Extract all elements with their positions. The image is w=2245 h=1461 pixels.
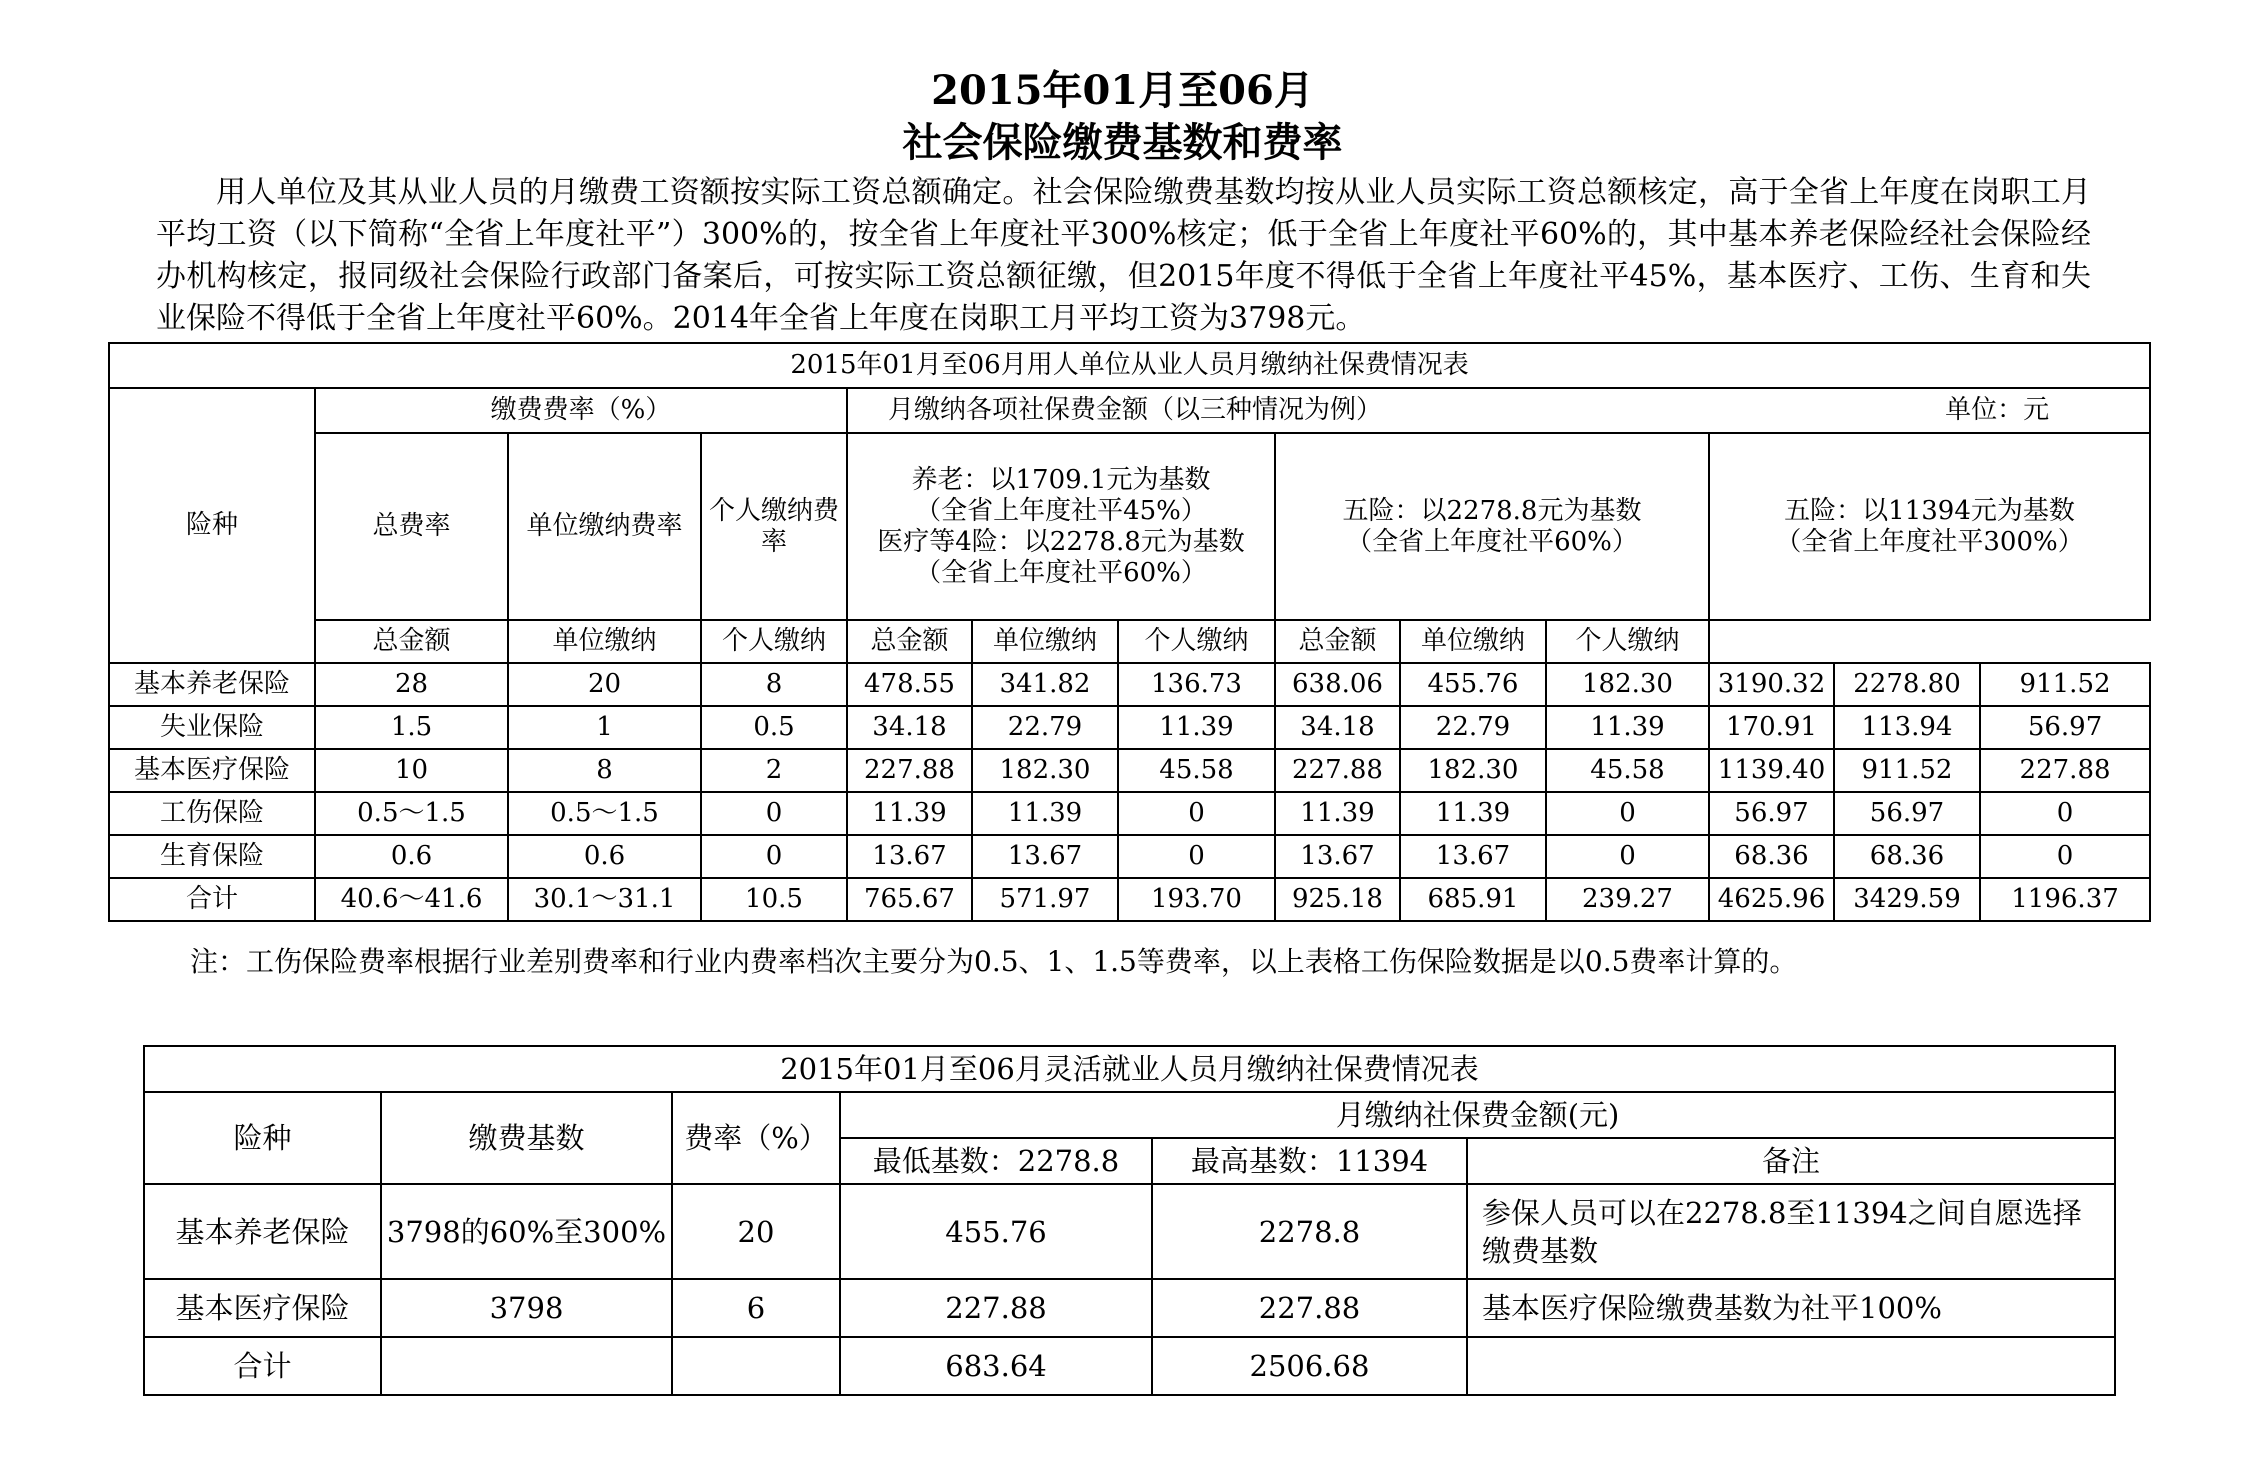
s2-personal: 0 — [1546, 835, 1709, 878]
s1-unit: 571.97 — [972, 878, 1118, 921]
sub-header-total: 总金额 — [847, 620, 972, 663]
scenario-1-line-2: （全省上年度社平45%） — [915, 495, 1207, 526]
table2-header-min-base: 最低基数：2278.8 — [840, 1138, 1152, 1184]
total-rate: 10 — [315, 749, 508, 792]
s3-personal: 56.97 — [1980, 706, 2150, 749]
flexible-employment-table — [143, 1045, 2116, 1396]
sub-header-unit: 单位缴纳 — [508, 620, 701, 663]
personal-rate: 0 — [701, 835, 847, 878]
s3-unit: 3429.59 — [1834, 878, 1980, 921]
scenario-1-header — [847, 433, 1275, 620]
s1-personal: 11.39 — [1118, 706, 1275, 749]
total-rate: 0.6 — [315, 835, 508, 878]
table-row — [144, 1279, 2115, 1337]
sub-header-personal: 个人缴纳 — [701, 620, 847, 663]
table-row — [109, 792, 2150, 835]
s1-personal: 0 — [1118, 792, 1275, 835]
table-row — [109, 835, 2150, 878]
table1-note: 注：工伤保险费率根据行业差别费率和行业内费率档次主要分为0.5、1、1.5等费率，以上表格工伤保险数据是以0.5费率计算的。 — [190, 945, 1798, 978]
s1-personal: 0 — [1118, 835, 1275, 878]
table2-header-insurance: 险种 — [144, 1092, 381, 1184]
s3-personal: 911.52 — [1980, 663, 2150, 706]
unit-rate: 1 — [508, 706, 701, 749]
table1-header-rate-group: 缴费费率（%） — [315, 388, 847, 433]
s3-total: 68.36 — [1709, 835, 1834, 878]
max-amount: 227.88 — [1152, 1279, 1467, 1337]
personal-rate: 10.5 — [701, 878, 847, 921]
s2-unit: 685.91 — [1400, 878, 1546, 921]
table-row — [109, 749, 2150, 792]
unit-rate: 0.5～1.5 — [508, 792, 701, 835]
row-name: 基本医疗保险 — [144, 1279, 381, 1337]
table-total-row — [144, 1337, 2115, 1395]
row-name: 基本养老保险 — [144, 1184, 381, 1279]
rate: 20 — [672, 1184, 840, 1279]
table1-header-amount-group — [847, 388, 2150, 433]
sub-header-total: 总金额 — [1275, 620, 1400, 663]
personal-rate: 0.5 — [701, 706, 847, 749]
unit-rate: 0.6 — [508, 835, 701, 878]
sub-header-personal: 个人缴纳 — [1118, 620, 1275, 663]
scenario-1-line-3: 医疗等4险：以2278.8元为基数 — [877, 526, 1245, 557]
rate — [672, 1337, 840, 1395]
rate: 6 — [672, 1279, 840, 1337]
scenario-1-line-1: 养老：以1709.1元为基数 — [911, 464, 1211, 495]
table2-header-amount-group: 月缴纳社保费金额(元) — [840, 1092, 2115, 1138]
title-line-2: 社会保险缴费基数和费率 — [902, 119, 1343, 166]
s1-unit: 22.79 — [972, 706, 1118, 749]
remark: 参保人员可以在2278.8至11394之间自愿选择缴费基数 — [1467, 1184, 2115, 1279]
contribution-base: 3798的60%至300% — [381, 1184, 672, 1279]
s1-total: 13.67 — [847, 835, 972, 878]
total-rate: 1.5 — [315, 706, 508, 749]
s3-unit: 113.94 — [1834, 706, 1980, 749]
min-amount: 227.88 — [840, 1279, 1152, 1337]
s3-personal: 1196.37 — [1980, 878, 2150, 921]
s3-personal: 0 — [1980, 792, 2150, 835]
s3-total: 56.97 — [1709, 792, 1834, 835]
s2-total: 638.06 — [1275, 663, 1400, 706]
s2-personal: 45.58 — [1546, 749, 1709, 792]
scenario-2-header — [1275, 433, 1709, 620]
s2-total: 34.18 — [1275, 706, 1400, 749]
intro-paragraph: 用人单位及其从业人员的月缴费工资额按实际工资总额确定。社会保险缴费基数均按从业人员实际工资总额核定，高于全省上年度在岗职工月平均工资（以下简称“全省上年度社平”）300%的，按全省上年度社平300%核定；低于全省上年度社平60%的，其中基本养老保险经社会保险经办机构核定，报同级社会保险行政部门备案后，可按实际工资总额征缴，但2015年度不得低于全省上年度社平45%，基本医疗、工伤、生育和失业保险不得低于全省上年度社平60%。2014年全省上年度在岗职工月平均工资为3798元。 — [156, 175, 2091, 336]
s1-unit: 11.39 — [972, 792, 1118, 835]
s3-unit: 56.97 — [1834, 792, 1980, 835]
row-name: 生育保险 — [109, 835, 315, 878]
row-name: 工伤保险 — [109, 792, 315, 835]
s2-total: 11.39 — [1275, 792, 1400, 835]
table-row — [109, 663, 2150, 706]
table2-header-rate: 费率（%） — [672, 1092, 840, 1184]
s1-total: 765.67 — [847, 878, 972, 921]
personal-rate: 0 — [701, 792, 847, 835]
total-rate: 28 — [315, 663, 508, 706]
contribution-base — [381, 1337, 672, 1395]
total-rate: 0.5～1.5 — [315, 792, 508, 835]
table1-header-personal-rate: 个人缴纳费率 — [701, 433, 847, 620]
s3-unit: 2278.80 — [1834, 663, 1980, 706]
s2-unit: 182.30 — [1400, 749, 1546, 792]
sub-header-unit: 单位缴纳 — [1400, 620, 1546, 663]
table2-header-max-base: 最高基数：11394 — [1152, 1138, 1467, 1184]
s1-total: 11.39 — [847, 792, 972, 835]
table-row — [109, 706, 2150, 749]
max-amount: 2506.68 — [1152, 1337, 1467, 1395]
sub-header-unit: 单位缴纳 — [972, 620, 1118, 663]
unit-label: 单位：元 — [1945, 395, 2050, 425]
row-name: 合计 — [109, 878, 315, 921]
s2-unit: 13.67 — [1400, 835, 1546, 878]
total-rate: 40.6～41.6 — [315, 878, 508, 921]
scenario-3-line-2: （全省上年度社平300%） — [1775, 526, 2084, 557]
s3-unit: 68.36 — [1834, 835, 1980, 878]
s1-unit: 13.67 — [972, 835, 1118, 878]
employer-contribution-table — [108, 342, 2151, 922]
s2-total: 227.88 — [1275, 749, 1400, 792]
table1-header-insurance: 险种 — [109, 388, 315, 663]
s3-unit: 911.52 — [1834, 749, 1980, 792]
s3-personal: 227.88 — [1980, 749, 2150, 792]
s2-total: 13.67 — [1275, 835, 1400, 878]
s3-total: 4625.96 — [1709, 878, 1834, 921]
s1-total: 227.88 — [847, 749, 972, 792]
unit-rate: 30.1～31.1 — [508, 878, 701, 921]
max-amount: 2278.8 — [1152, 1184, 1467, 1279]
s1-total: 34.18 — [847, 706, 972, 749]
contribution-base: 3798 — [381, 1279, 672, 1337]
s2-personal: 182.30 — [1546, 663, 1709, 706]
table2-caption: 2015年01月至06月灵活就业人员月缴纳社保费情况表 — [144, 1046, 2115, 1092]
s2-personal: 0 — [1546, 792, 1709, 835]
s2-personal: 11.39 — [1546, 706, 1709, 749]
s3-personal: 0 — [1980, 835, 2150, 878]
scenario-1-line-4: （全省上年度社平60%） — [915, 557, 1207, 588]
s3-total: 3190.32 — [1709, 663, 1834, 706]
row-name: 合计 — [144, 1337, 381, 1395]
scenario-3-line-1: 五险：以11394元为基数 — [1784, 495, 2075, 526]
table-total-row — [109, 878, 2150, 921]
scenario-3-header — [1709, 433, 2150, 620]
s1-personal: 45.58 — [1118, 749, 1275, 792]
table-row — [144, 1184, 2115, 1279]
min-amount: 683.64 — [840, 1337, 1152, 1395]
sub-header-total: 总金额 — [315, 620, 508, 663]
table1-header-unit-rate: 单位缴纳费率 — [508, 433, 701, 620]
table2-header-base: 缴费基数 — [381, 1092, 672, 1184]
s2-unit: 455.76 — [1400, 663, 1546, 706]
s2-total: 925.18 — [1275, 878, 1400, 921]
s1-unit: 182.30 — [972, 749, 1118, 792]
row-name: 失业保险 — [109, 706, 315, 749]
remark — [1467, 1337, 2115, 1395]
unit-rate: 8 — [508, 749, 701, 792]
personal-rate: 2 — [701, 749, 847, 792]
table1-caption: 2015年01月至06月用人单位从业人员月缴纳社保费情况表 — [109, 343, 2150, 388]
s1-total: 478.55 — [847, 663, 972, 706]
table2-header-remark: 备注 — [1467, 1138, 2115, 1184]
s1-personal: 193.70 — [1118, 878, 1275, 921]
personal-rate: 8 — [701, 663, 847, 706]
s3-total: 170.91 — [1709, 706, 1834, 749]
remark: 基本医疗保险缴费基数为社平100% — [1467, 1279, 2115, 1337]
scenario-2-line-1: 五险：以2278.8元为基数 — [1342, 495, 1642, 526]
amount-group-label: 月缴纳各项社保费金额（以三种情况为例） — [888, 395, 1383, 425]
s2-unit: 22.79 — [1400, 706, 1546, 749]
sub-header-personal: 个人缴纳 — [1546, 620, 1709, 663]
row-name: 基本养老保险 — [109, 663, 315, 706]
s3-total: 1139.40 — [1709, 749, 1834, 792]
s2-personal: 239.27 — [1546, 878, 1709, 921]
min-amount: 455.76 — [840, 1184, 1152, 1279]
s2-unit: 11.39 — [1400, 792, 1546, 835]
table1-header-total-rate: 总费率 — [315, 433, 508, 620]
title-line-1: 2015年01月至06月 — [931, 67, 1314, 114]
row-name: 基本医疗保险 — [109, 749, 315, 792]
s1-personal: 136.73 — [1118, 663, 1275, 706]
s1-unit: 341.82 — [972, 663, 1118, 706]
scenario-2-line-2: （全省上年度社平60%） — [1346, 526, 1638, 557]
unit-rate: 20 — [508, 663, 701, 706]
